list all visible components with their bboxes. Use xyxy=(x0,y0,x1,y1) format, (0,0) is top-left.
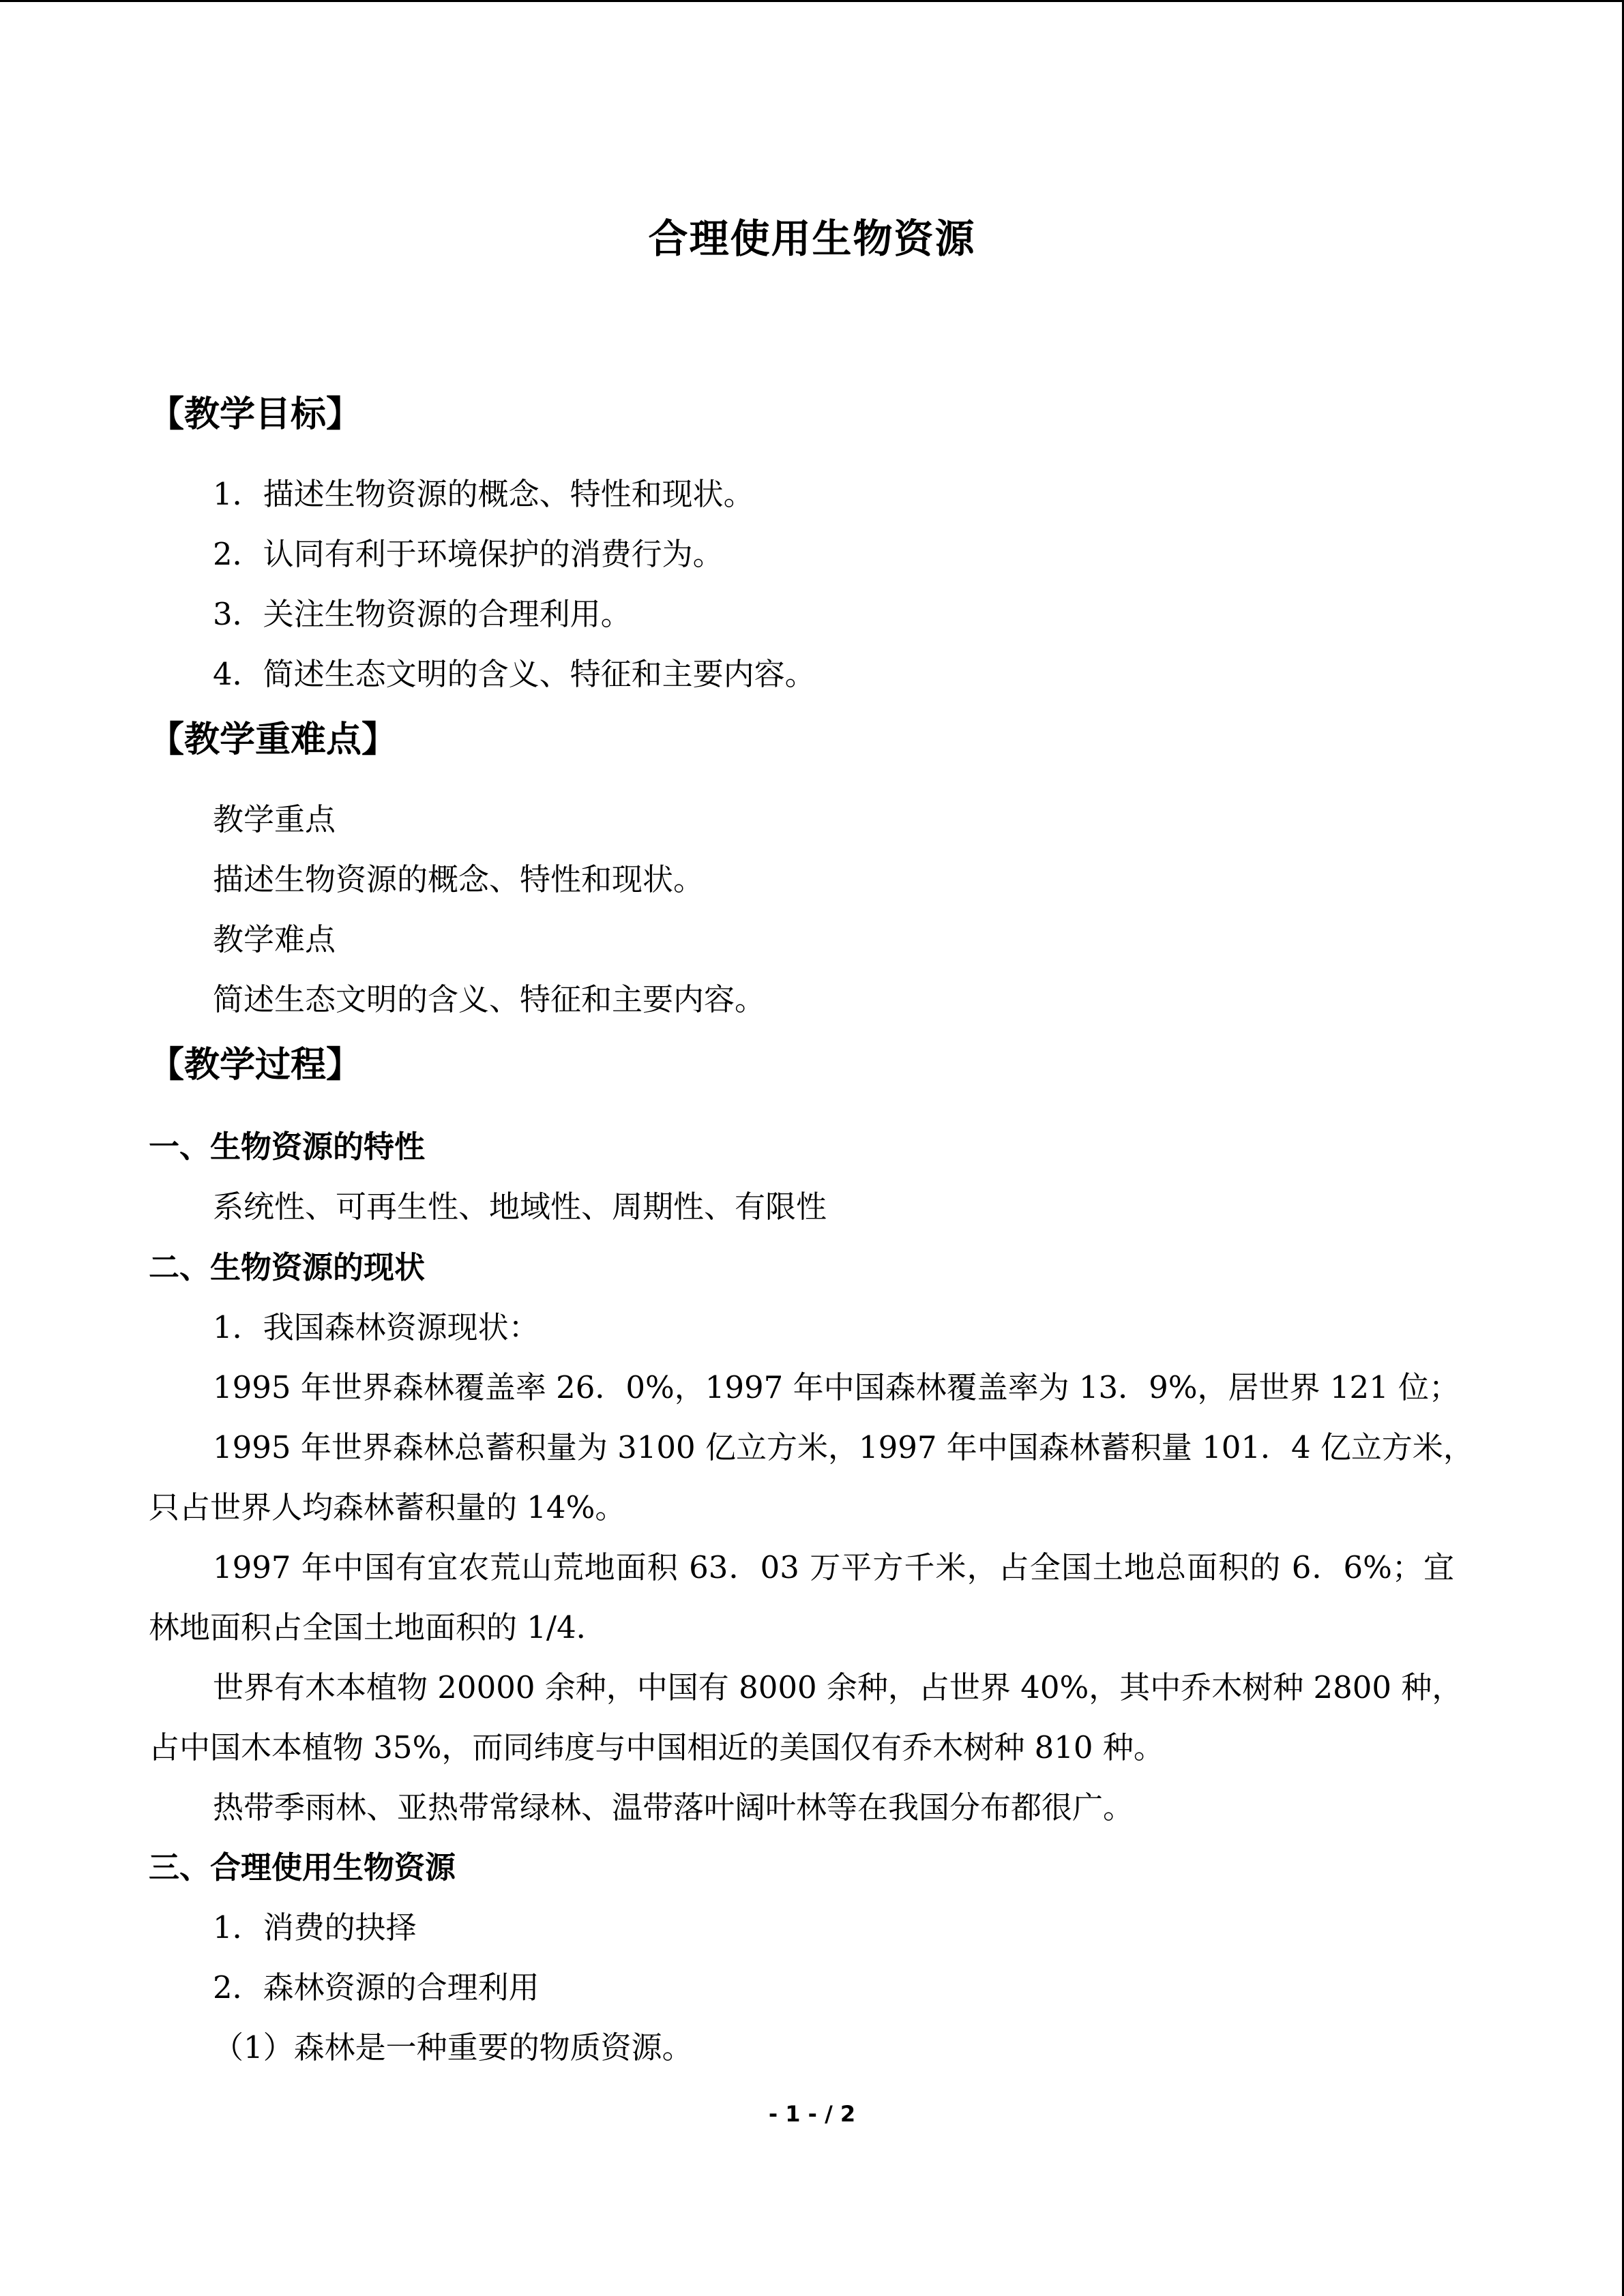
part3-item-2: 2．森林资源的合理利用 xyxy=(213,1969,540,2006)
part2-subheading: 1．我国森林资源现状： xyxy=(213,1309,540,1345)
key-points-heading: 【教学重难点】 xyxy=(149,719,398,760)
part1-text: 系统性、可再生性、地域性、周期性、有限性 xyxy=(213,1189,827,1225)
page-number: - 1 - / 2 xyxy=(768,2101,856,2127)
part2-paragraph-3-line-1: 1997 年中国有宜农荒山荒地面积 63．03 万平方千米，占全国土地总面积的 6．6%；宜 xyxy=(213,1549,1454,1585)
part3-heading: 三、合理使用生物资源 xyxy=(149,1849,456,1885)
objective-item-2: 2．认同有利于环境保护的消费行为。 xyxy=(213,536,724,572)
part2-paragraph-2-line-2: 只占世界人均森林蓄积量的 14%。 xyxy=(149,1489,626,1525)
difficulty-label: 教学难点 xyxy=(213,921,336,957)
part3-item-3: （1）森林是一种重要的物质资源。 xyxy=(213,2029,693,2066)
part1-heading: 一、生物资源的特性 xyxy=(149,1129,426,1165)
objective-item-1: 1．描述生物资源的概念、特性和现状。 xyxy=(213,476,754,512)
focus-label: 教学重点 xyxy=(213,801,336,837)
objectives-heading: 【教学目标】 xyxy=(149,394,362,435)
part2-paragraph-4-line-2: 占中国木本植物 35%，而同纬度与中国相近的美国仅有乔木树种 810 种。 xyxy=(149,1729,1164,1765)
part2-paragraph-2-line-1: 1995 年世界森林总蓄积量为 3100 亿立方米，1997 年中国森林蓄积量 101．4 亿立方米， xyxy=(213,1429,1474,1465)
part2-paragraph-5: 热带季雨林、亚热带常绿林、温带落叶阔叶林等在我国分布都很广。 xyxy=(213,1789,1134,1825)
objective-item-3: 3．关注生物资源的合理利用。 xyxy=(213,596,632,632)
part3-item-1: 1．消费的抉择 xyxy=(213,1909,417,1945)
focus-text: 描述生物资源的概念、特性和现状。 xyxy=(213,861,705,897)
part2-paragraph-4-line-1: 世界有木本植物 20000 余种，中国有 8000 余种，占世界 40%，其中乔木树种 2800 种， xyxy=(213,1669,1463,1705)
objective-item-4: 4．简述生态文明的含义、特征和主要内容。 xyxy=(213,656,816,692)
difficulty-text: 简述生态文明的含义、特征和主要内容。 xyxy=(213,981,766,1017)
part2-paragraph-1: 1995 年世界森林覆盖率 26．0%，1997 年中国森林覆盖率为 13．9%，居世界 121 位； xyxy=(213,1369,1460,1405)
page-title: 合理使用生物资源 xyxy=(648,215,976,262)
top-border xyxy=(0,0,1624,2)
part2-paragraph-3-line-2: 林地面积占全国土地面积的 1/4． xyxy=(149,1609,607,1645)
part2-heading: 二、生物资源的现状 xyxy=(149,1249,426,1285)
process-heading: 【教学过程】 xyxy=(149,1045,362,1086)
